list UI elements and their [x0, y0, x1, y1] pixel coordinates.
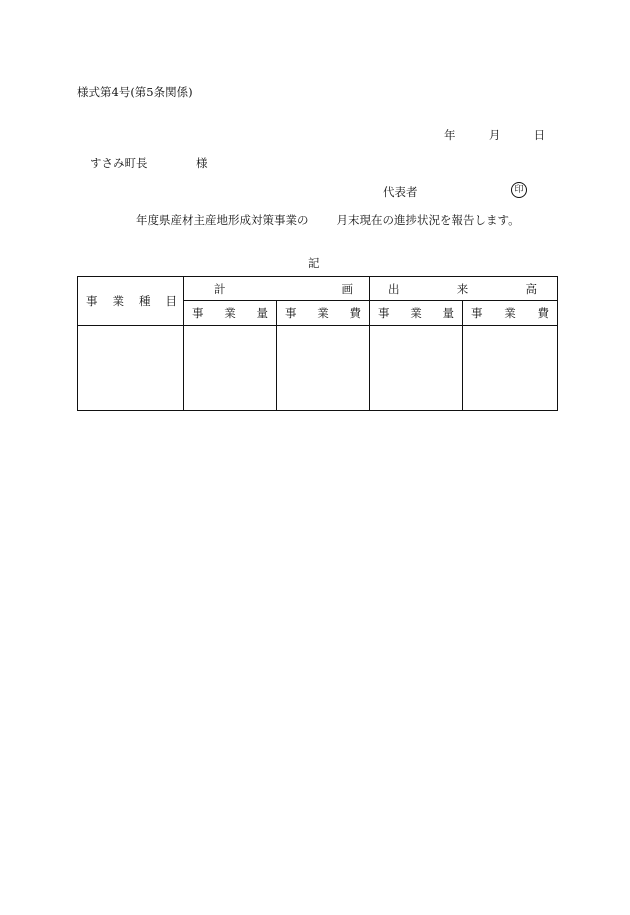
representative-label: 代表者 — [383, 185, 418, 199]
header-char: 目 — [165, 294, 177, 308]
table-row — [78, 326, 558, 411]
progress-table — [77, 276, 558, 411]
cell-plan-cost — [277, 326, 370, 411]
header-actual-cost — [463, 301, 558, 326]
header-char: 高 — [525, 281, 537, 296]
date-month-label: 月 — [488, 128, 501, 142]
header-char: 業 — [112, 294, 124, 308]
header-char: 事 — [192, 306, 204, 320]
header-char: 事 — [285, 306, 297, 320]
header-char: 事 — [86, 294, 98, 308]
header-char: 来 — [456, 281, 469, 296]
header-plan-cost — [277, 301, 370, 326]
form-number: 様式第4号(第5条関係) — [77, 85, 193, 99]
header-char: 事 — [471, 306, 483, 320]
cell-plan-volume — [184, 326, 277, 411]
header-actual — [370, 277, 558, 301]
date-day-label: 日 — [533, 128, 546, 142]
date-line — [444, 127, 545, 143]
ki-heading: 記 — [308, 256, 320, 270]
header-char: 業 — [224, 306, 236, 320]
honorific: 様 — [196, 156, 208, 170]
header-char: 量 — [442, 306, 454, 320]
header-char: 画 — [341, 281, 353, 296]
statement-part-2: 月末現在の進捗状況を報告します。 — [336, 213, 520, 227]
report-statement — [136, 212, 520, 228]
header-char: 業 — [317, 306, 329, 320]
statement-part-1: 年度県産材主産地形成対策事業の — [136, 213, 309, 227]
cell-actual-cost — [463, 326, 558, 411]
header-actual-volume — [370, 301, 463, 326]
addressee: すさみ町長 — [90, 156, 148, 170]
header-char: 業 — [410, 306, 422, 320]
header-char: 量 — [256, 306, 268, 320]
cell-business-type — [78, 326, 184, 411]
seal-mark: 印 — [511, 182, 527, 198]
date-year-label: 年 — [444, 128, 456, 142]
header-char: 費 — [349, 306, 361, 320]
header-business-type — [78, 277, 184, 326]
header-plan-volume — [184, 301, 277, 326]
header-char: 計 — [214, 281, 226, 296]
header-char: 業 — [504, 306, 516, 320]
header-char: 出 — [388, 281, 400, 296]
header-char: 種 — [139, 294, 151, 308]
header-char: 費 — [537, 306, 549, 320]
cell-actual-volume — [370, 326, 463, 411]
header-plan — [184, 277, 370, 301]
header-char: 事 — [378, 306, 390, 320]
